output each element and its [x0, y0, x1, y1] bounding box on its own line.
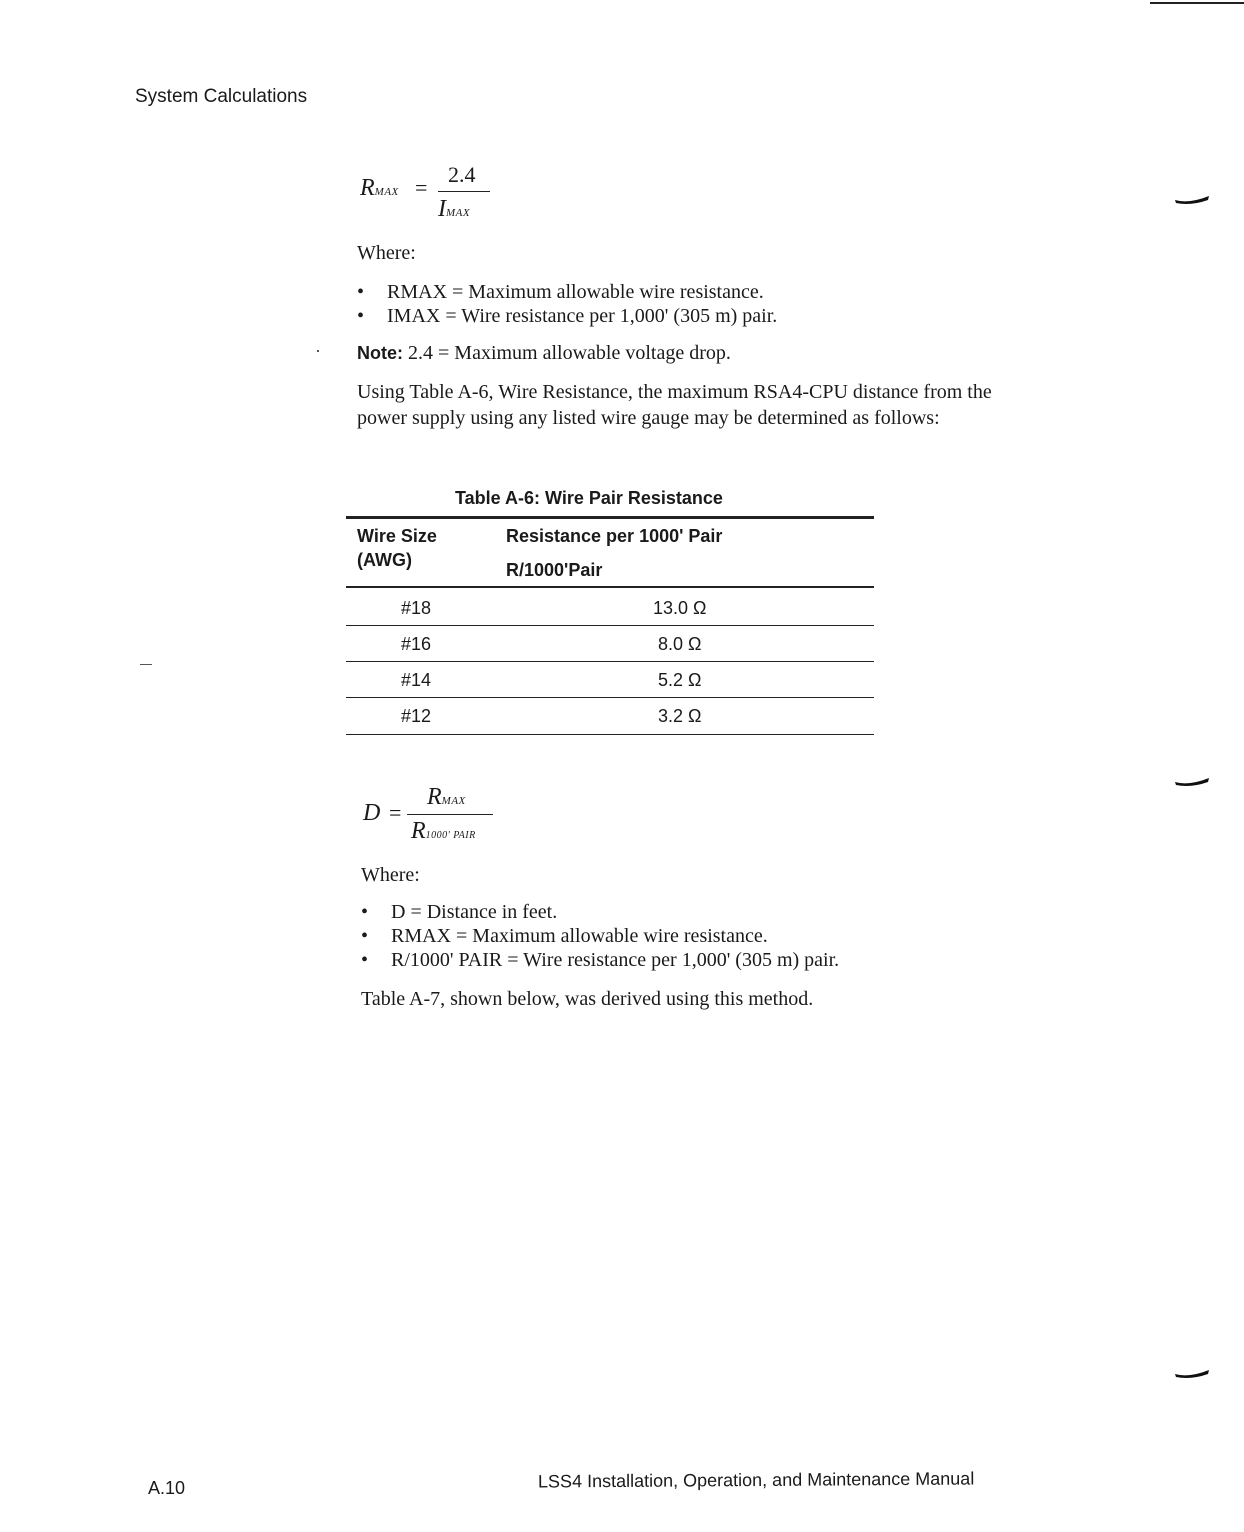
table-cell-resistance: 5.2 Ω — [658, 670, 702, 690]
header-line: (AWG) — [357, 550, 412, 570]
scan-mark — [1175, 196, 1209, 204]
formula-rmax-lhs — [360, 175, 399, 202]
scan-mark — [1175, 778, 1209, 786]
note-text: 2.4 = Maximum allowable voltage drop. — [403, 342, 731, 364]
bullet-text: RMAX = Maximum allowable wire resistance. — [387, 281, 764, 303]
note-line — [357, 340, 731, 366]
closing-paragraph: Table A-7, shown below, was derived using this method. — [361, 988, 814, 1010]
section-header: System Calculations — [135, 86, 308, 107]
formula-rmax-lhs-sub: MAX — [374, 186, 399, 198]
formula-rmax-denominator — [438, 196, 470, 223]
formula-distance-den-symbol: R — [411, 818, 426, 844]
table-title: Table A-6: Wire Pair Resistance — [455, 488, 723, 508]
formula-rmax-den-sub: MAX — [446, 207, 471, 219]
formula-distance-num-symbol: R — [427, 784, 442, 810]
formula-distance-equals: = — [389, 800, 402, 825]
formula-distance-lhs: D — [363, 800, 381, 826]
formula-distance-numerator — [427, 784, 466, 811]
table-header-resistance — [506, 524, 722, 582]
table-cell-gauge: #16 — [401, 634, 432, 654]
bullet-dot: • — [361, 901, 369, 923]
table-cell-resistance: 3.2 Ω — [658, 706, 702, 726]
formula-distance-fraction-bar — [407, 814, 493, 815]
formula-rmax — [358, 160, 498, 230]
top-edge-rule — [1150, 2, 1244, 4]
table-cell-gauge: #12 — [401, 706, 432, 726]
header-line: Wire Size — [357, 526, 437, 546]
bullet-dot: • — [357, 305, 365, 327]
table-cell-resistance: 13.0 Ω — [653, 598, 707, 618]
bullet-dot: • — [361, 949, 369, 971]
table-cell-resistance: 8.0 Ω — [658, 634, 702, 654]
formula-distance-den-sub: 1000' PAIR — [425, 830, 476, 841]
table-top-rule — [346, 516, 874, 519]
table-header-rule — [346, 586, 874, 588]
header-line: R/1000'Pair — [506, 560, 603, 580]
footer-manual-title: LSS4 Installation, Operation, and Maintenance Manual — [537, 1468, 975, 1492]
table-row-rule — [346, 697, 874, 698]
bullet-text: D = Distance in feet. — [391, 901, 558, 923]
formula-rmax-fraction-bar — [438, 191, 490, 192]
bullet-text: IMAX = Wire resistance per 1,000' (305 m) pair. — [387, 305, 778, 327]
note-label: Note: — [357, 343, 403, 363]
table-row-rule — [346, 661, 874, 662]
formula-rmax-den-symbol: I — [438, 196, 446, 222]
where-label-1: Where: — [357, 242, 416, 264]
formula-distance-num-sub: MAX — [441, 795, 466, 807]
scan-dot — [317, 350, 319, 352]
table-cell-gauge: #18 — [401, 598, 432, 618]
footer-page-number: A.10 — [148, 1478, 186, 1498]
scan-mark — [1175, 1370, 1209, 1378]
table-bottom-rule — [346, 734, 874, 735]
formula-distance — [363, 784, 523, 854]
formula-distance-denominator — [411, 818, 476, 845]
table-header-wire-size — [357, 524, 437, 572]
header-line: Resistance per 1000' Pair — [506, 526, 723, 546]
formula-rmax-lhs-symbol: R — [360, 175, 375, 201]
bullet-dot: • — [357, 281, 365, 303]
table-row-rule — [346, 625, 874, 626]
intro-paragraph: Using Table A-6, Wire Resistance, the maximum RSA4-CPU distance from the power supply using any listed wire gauge may be determined as follows: — [357, 381, 992, 429]
table-cell-gauge: #14 — [401, 670, 432, 690]
formula-rmax-equals: = — [415, 175, 428, 200]
bullet-text: R/1000' PAIR = Wire resistance per 1,000' (305 m) pair. — [391, 949, 840, 971]
scan-dash — [140, 664, 152, 665]
where-label-2: Where: — [361, 864, 420, 886]
bullet-dot: • — [361, 925, 369, 947]
bullet-text: RMAX = Maximum allowable wire resistance. — [391, 925, 768, 947]
formula-rmax-numerator: 2.4 — [448, 162, 476, 187]
